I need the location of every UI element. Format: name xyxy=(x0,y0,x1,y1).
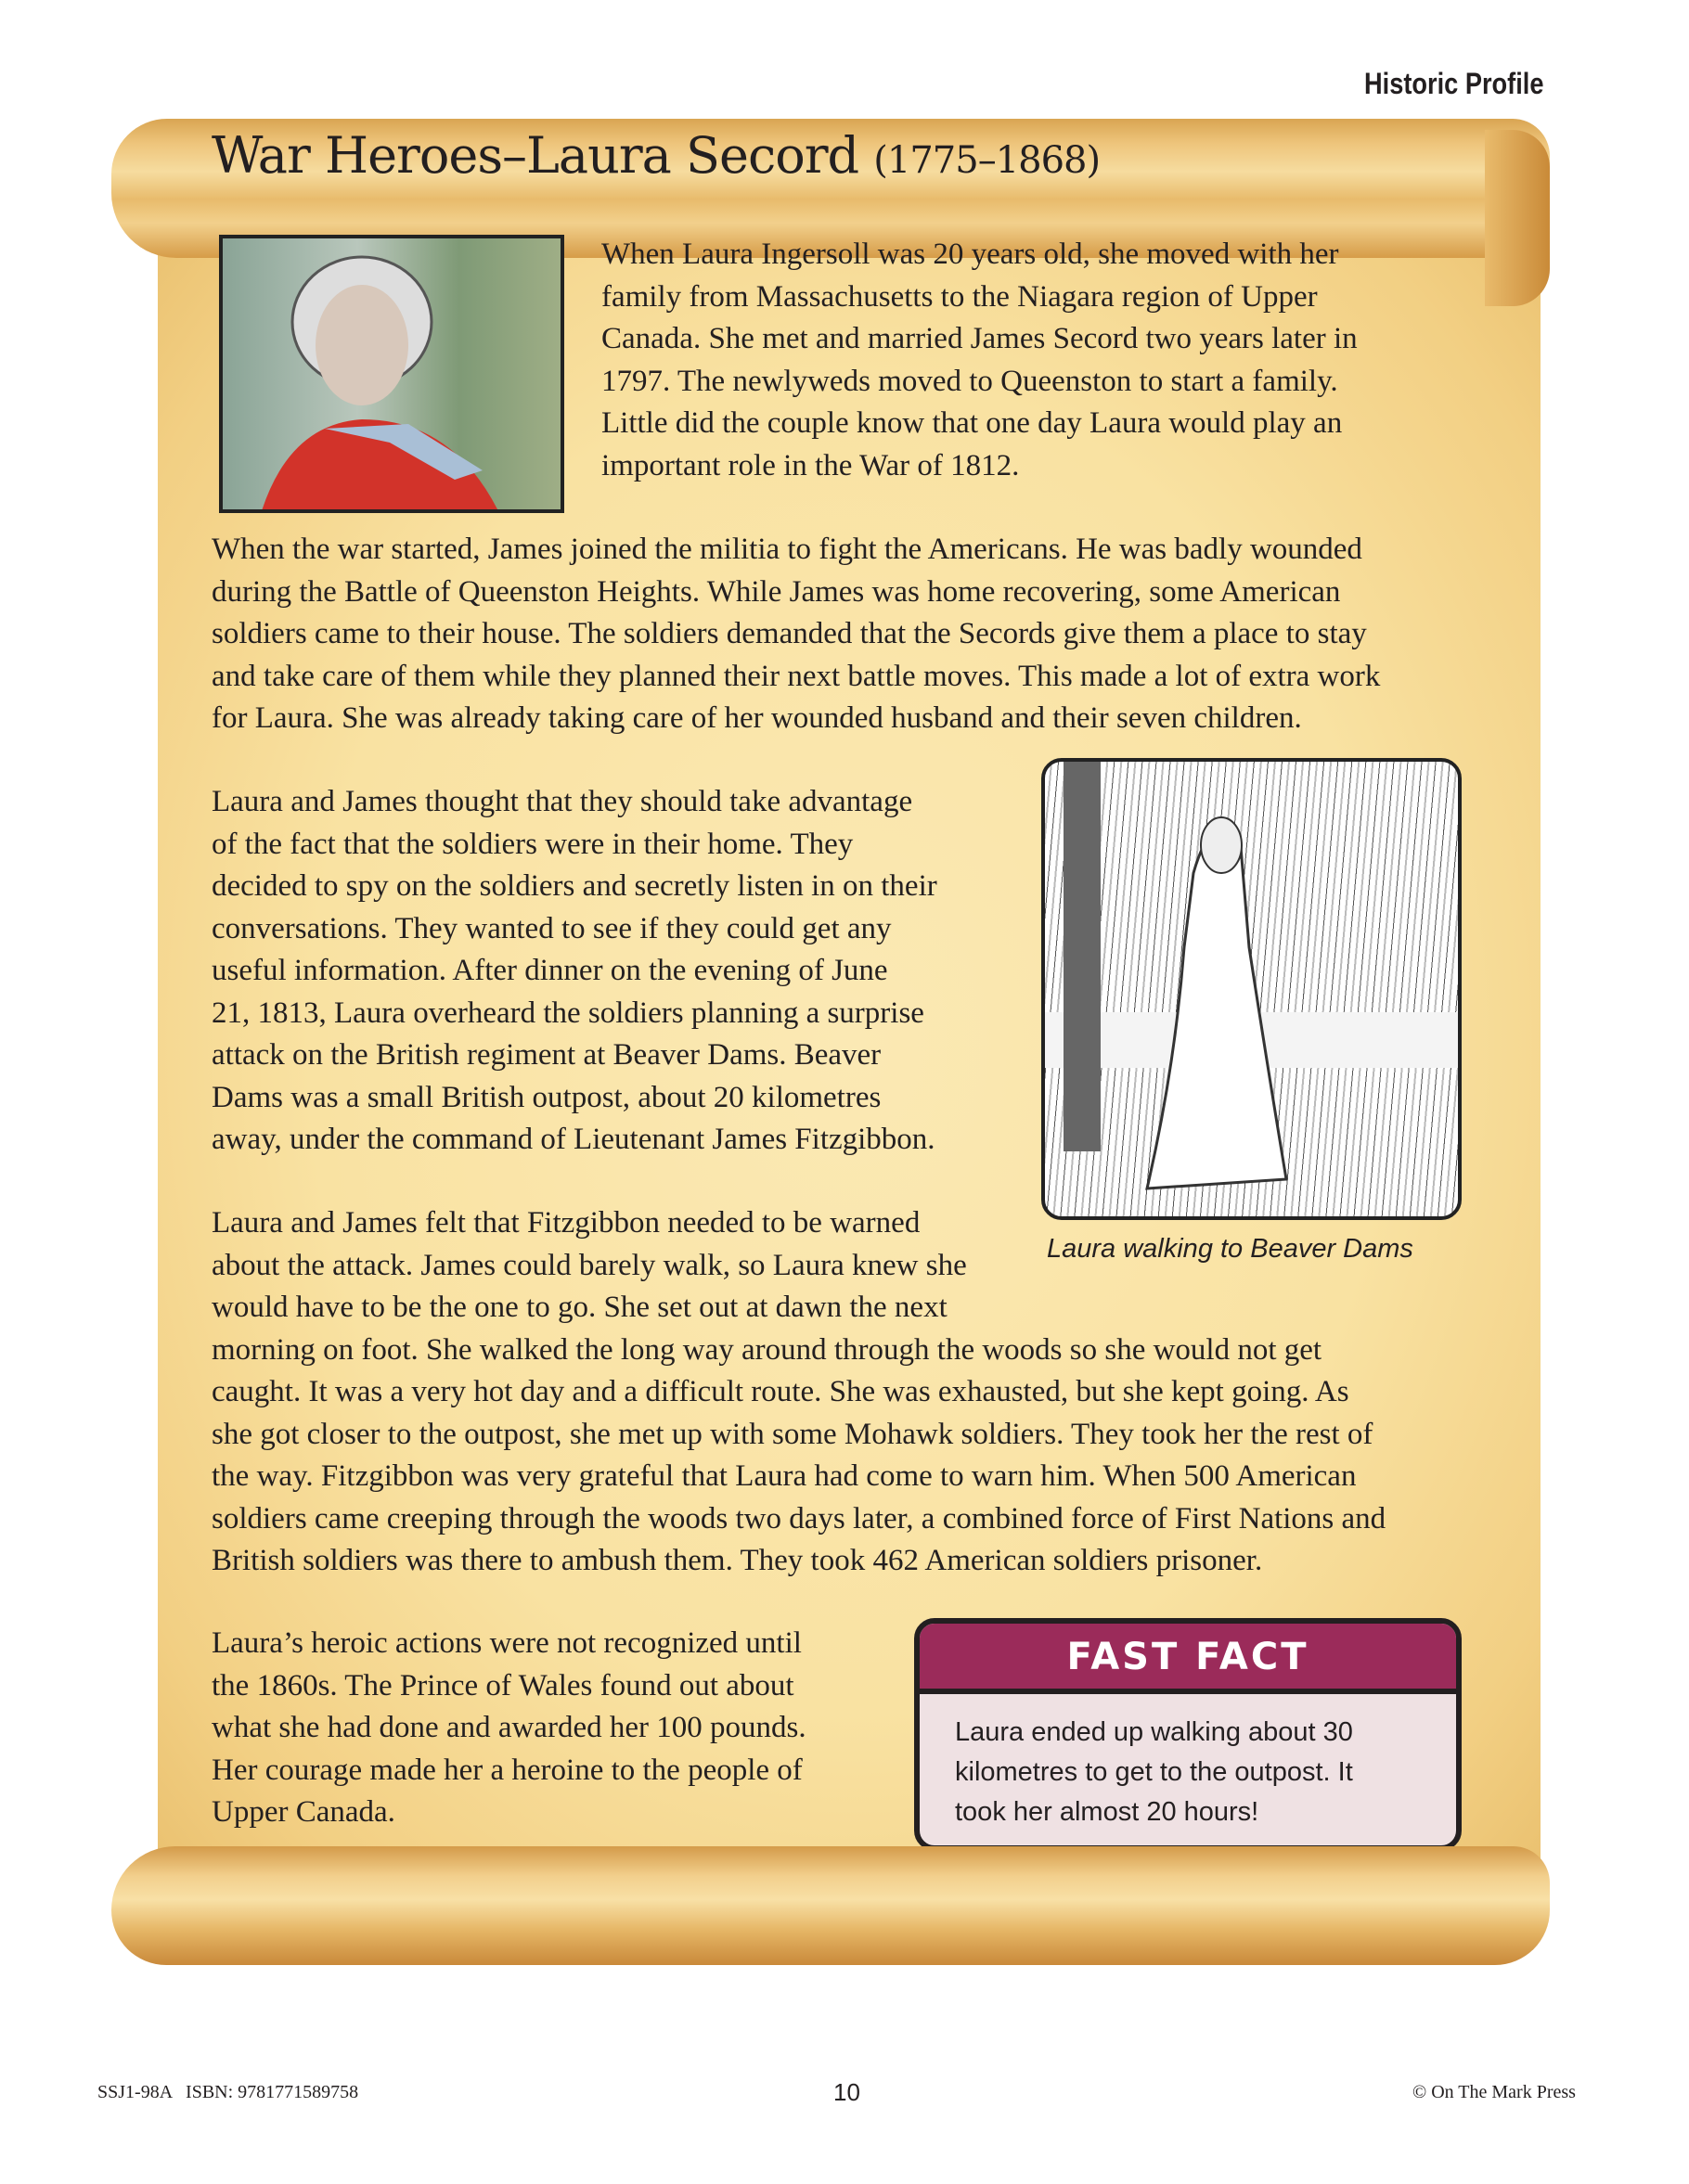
text-line: the way. Fitzgibbon was very grateful that Laura had come to warn him. When 500 American xyxy=(212,1459,1357,1493)
text-line: important role in the War of 1812. xyxy=(601,448,1020,482)
text-line: Her courage made her a heroine to the people of xyxy=(212,1753,803,1787)
paragraph-5 xyxy=(212,1623,806,1834)
text-line: family from Massachusetts to the Niagara region of Upper xyxy=(601,279,1318,314)
text-line: what she had done and awarded her 100 pounds. xyxy=(212,1711,806,1744)
text-line: she got closer to the outpost, she met up with some Mohawk soldiers. They took her the rest of xyxy=(212,1417,1373,1451)
title-main: War Heroes–Laura Secord xyxy=(212,126,859,185)
text-line: the 1860s. The Prince of Wales found out about xyxy=(212,1668,794,1702)
illustration-caption: Laura walking to Beaver Dams xyxy=(1047,1234,1413,1264)
fast-fact-line: Laura ended up walking about 30 xyxy=(955,1717,1353,1747)
scroll-top-roll-end xyxy=(1485,130,1550,306)
paragraph-4 xyxy=(212,1202,1386,1583)
page-title xyxy=(212,126,1100,185)
text-line: would have to be the one to go. She set out at dawn the next xyxy=(212,1291,948,1324)
title-dates: (1775–1868) xyxy=(873,139,1101,182)
text-line: Little did the couple know that one day Laura would play an xyxy=(601,406,1343,440)
text-line: 1797. The newlyweds moved to Queenston to start a family. xyxy=(601,364,1338,398)
text-line: soldiers came to their house. The soldiers demanded that the Secords give them a place to stay xyxy=(212,617,1367,650)
fast-fact-box xyxy=(914,1618,1462,1851)
text-line: caught. It was a very hot day and a difficult route. She was exhausted, but she kept going. As xyxy=(212,1375,1349,1408)
text-line: soldiers came creeping through the woods two days later, a combined force of First Nations and xyxy=(212,1501,1386,1535)
text-line: Laura and James thought that they should take advantage xyxy=(212,785,913,818)
fast-fact-heading: FAST FACT xyxy=(920,1624,1456,1694)
text-line: of the fact that the soldiers were in their home. They xyxy=(212,827,854,861)
portrait-illustration xyxy=(223,238,564,513)
laura-walking-illustration xyxy=(1041,758,1462,1220)
text-line: morning on foot. She walked the long way around through the woods so she would not get xyxy=(212,1332,1322,1367)
page-number: 10 xyxy=(833,2078,860,2106)
text-line: conversations. They wanted to see if they could get any xyxy=(212,911,892,945)
laura-secord-portrait xyxy=(219,235,564,513)
text-line: and take care of them while they planned their next battle moves. This made a lot of extra work xyxy=(212,659,1381,693)
section-label: Historic Profile xyxy=(1364,67,1544,100)
text-line: When Laura Ingersoll was 20 years old, she moved with her xyxy=(601,238,1339,271)
text-line: Laura’s heroic actions were not recognized until xyxy=(212,1626,802,1660)
text-line: during the Battle of Queenston Heights. While James was home recovering, some American xyxy=(212,574,1341,609)
text-line: 21, 1813, Laura overheard the soldiers planning a surprise xyxy=(212,996,924,1030)
paragraph-3 xyxy=(212,781,937,1162)
fast-fact-body xyxy=(920,1694,1456,1832)
fast-fact-line: took her almost 20 hours! xyxy=(955,1797,1259,1827)
text-line: useful information. After dinner on the evening of June xyxy=(212,954,888,987)
text-line: When the war started, James joined the militia to fight the Americans. He was badly wounded xyxy=(212,533,1362,566)
sketch-illustration xyxy=(1045,762,1462,1220)
text-line: away, under the command of Lieutenant James Fitzgibbon. xyxy=(212,1123,935,1156)
fast-fact-line: kilometres to get to the outpost. It xyxy=(955,1757,1353,1787)
footer-publisher: © On The Mark Press xyxy=(1412,2082,1576,2102)
text-line: Upper Canada. xyxy=(212,1795,395,1829)
text-line: about the attack. James could barely walk, so Laura knew she xyxy=(212,1248,967,1282)
text-line: for Laura. She was already taking care of her wounded husband and their seven children. xyxy=(212,701,1302,735)
scroll-bottom-roll xyxy=(111,1846,1550,1965)
paragraph-2 xyxy=(212,529,1380,740)
paragraph-1 xyxy=(601,234,1358,487)
footer-isbn: SSJ1-98A ISBN: 9781771589758 xyxy=(97,2082,359,2102)
text-line: Dams was a small British outpost, about 20 kilometres xyxy=(212,1080,882,1114)
text-line: attack on the British regiment at Beaver Dams. Beaver xyxy=(212,1038,882,1072)
text-line: British soldiers was there to ambush them. They took 462 American soldiers prisoner. xyxy=(212,1544,1263,1577)
text-line: Canada. She met and married James Secord two years later in xyxy=(601,322,1358,355)
text-line: decided to spy on the soldiers and secretly listen in on their xyxy=(212,869,937,903)
text-line: Laura and James felt that Fitzgibbon needed to be warned xyxy=(212,1206,921,1240)
